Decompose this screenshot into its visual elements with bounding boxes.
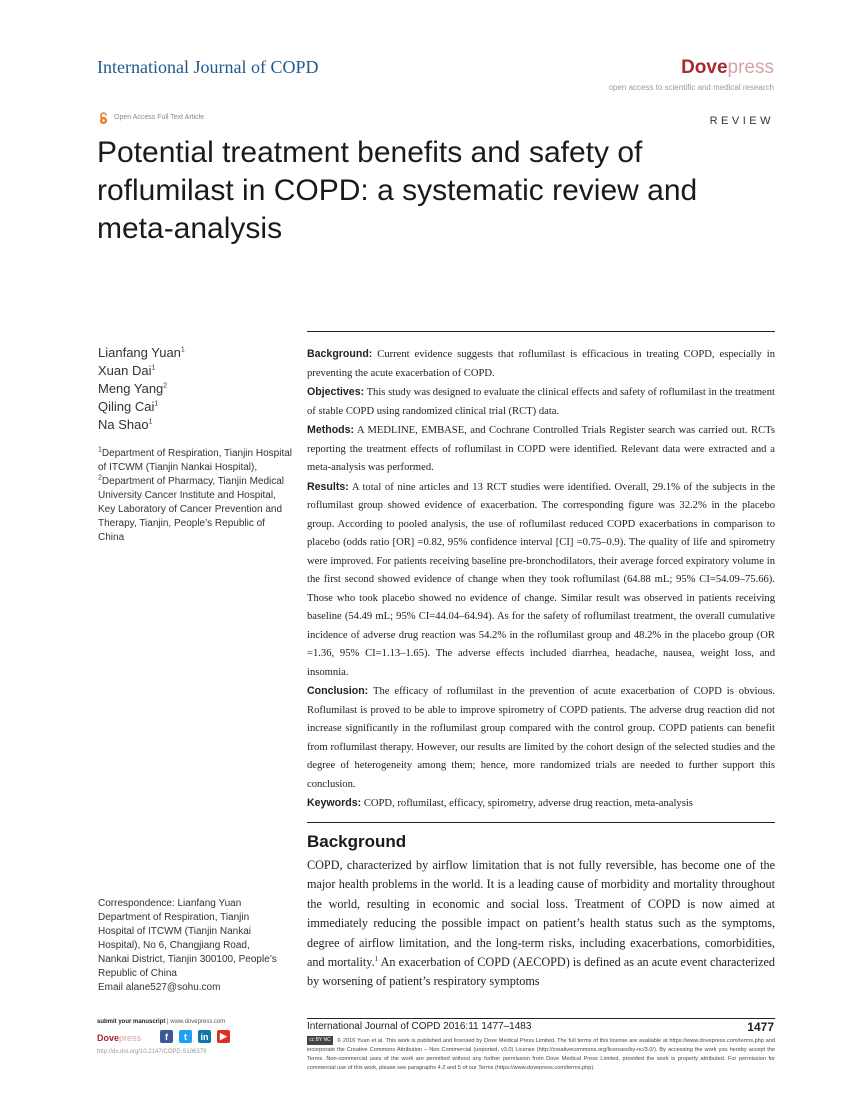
- author-name: Xuan Dai: [98, 363, 152, 378]
- abstract-text: A MEDLINE, EMBASE, and Cochrane Controlled Trials Register search was carried out. RCTs reporting the treatment effects of roflumilast in COPD were identified. Relevant data were extracted and a meta-analysis was performed.: [307, 425, 775, 473]
- abstract-label: Objectives:: [307, 386, 365, 398]
- abstract-objectives: [307, 383, 775, 421]
- affiliation-sup: 2: [98, 474, 102, 482]
- correspondence-email[interactable]: Email alane527@sohu.com: [98, 982, 221, 993]
- author-affil-sup: 1: [151, 364, 156, 372]
- abstract-label: Conclusion:: [307, 685, 369, 697]
- youtube-icon[interactable]: ▶: [217, 1030, 230, 1043]
- submit-manuscript-link[interactable]: [97, 1019, 225, 1025]
- brand-bold: Dove: [97, 1033, 120, 1043]
- page-number: 1477: [747, 1020, 774, 1034]
- author[interactable]: [98, 380, 185, 398]
- abstract-background: [307, 345, 775, 383]
- publisher-tagline: open access to scientific and medical research: [608, 83, 774, 92]
- twitter-icon[interactable]: t: [179, 1030, 192, 1043]
- abstract-label: Results:: [307, 480, 349, 493]
- creative-commons-badge[interactable]: cc BY NC: [307, 1036, 333, 1045]
- author-affil-sup: 1: [180, 346, 185, 354]
- section-heading: Background: [307, 832, 407, 851]
- affiliation-sup: 1: [98, 446, 102, 454]
- affiliation-2: Department of Pharmacy, Tianjin Medical University Cancer Institute and Hospital, Key Laboratory of Cancer Prevention and Therapy, Tianjin, People’s Republic of China: [98, 476, 285, 543]
- body-text: An exacerbation of COPD (AECOPD) is defined as an acute event characterized by worsening of patient’s respiratory symptoms: [307, 955, 775, 989]
- author[interactable]: [98, 344, 185, 362]
- keywords-text: COPD, roflumilast, efficacy, spirometry, adverse drug reaction, meta-analysis: [361, 798, 693, 809]
- submit-label: submit your manuscript: [97, 1019, 166, 1025]
- author-name: Na Shao: [98, 417, 149, 432]
- brand-bold: Dove: [681, 57, 728, 78]
- abstract-label: Methods:: [307, 424, 355, 436]
- affiliation-1: Department of Respiration, Tianjin Hospital of ITCWM (Tianjin Nankai Hospital),: [98, 448, 292, 473]
- dovepress-logo[interactable]: [681, 57, 774, 79]
- correspondence-line: Hospital), No 6, Changjiang Road,: [98, 940, 250, 951]
- license-notice: [307, 1036, 775, 1073]
- dovepress-footer-logo[interactable]: [97, 1033, 141, 1043]
- brand-light: press: [119, 1033, 142, 1043]
- correspondence-line: Hospital of ITCWM (Tianjin Nankai: [98, 926, 252, 937]
- linkedin-icon[interactable]: in: [198, 1030, 211, 1043]
- journal-name[interactable]: International Journal of COPD: [97, 57, 319, 77]
- article-title: Potential treatment benefits and safety of roflumilast in COPD: a systematic review and meta-analysis: [97, 136, 698, 245]
- doi-link[interactable]: http://dx.doi.org/10.2147/COPD.S106379: [97, 1049, 207, 1055]
- license-text: © 2016 Yuan et al. This work is published and licensed by Dove Medical Press Limited. The full terms of this license are available at https://www.dovepress.com/terms.php and incorporate the Creative Commons Attribution – Non Commercial (unported, v3.0) License (http://creativecommons.org/licenses/by-nc/3.0/). By accessing the work you hereby accept the Terms. Non-commercial uses of the work are permitted without any further permission from Dove Medical Press Limited, provided the work is properly attributed. For permission for commercial use of this work, please see paragraphs 4.2 and 5 of our Terms (https://www.dovepress.com/terms.php).: [307, 1037, 775, 1071]
- facebook-icon[interactable]: f: [160, 1030, 173, 1043]
- body-text: COPD, characterized by airflow limitation that is not fully reversible, has become one of the major health problems in the world. It is a leading cause of morbidity and mortality throughout the world, resulting in economic and social loss. Treatment of COPD is now aimed at immediately reducing the possible impact on patient’s health status such as the symptoms, degree of airflow limitation, and the long-term risks, including exacerbations, comorbidities, and mortality.: [307, 858, 775, 970]
- abstract-text: This study was designed to evaluate the clinical effects and safety of roflumilast in the treatment of stable COPD using randomized clinical trial (RCT) data.: [307, 387, 775, 417]
- author-name: Meng Yang: [98, 381, 164, 396]
- author-affil-sup: 2: [163, 382, 168, 390]
- author[interactable]: [98, 362, 185, 380]
- abstract-text: Current evidence suggests that roflumilast is efficacious in treating COPD, especially in preventing the acute exacerbation of COPD.: [307, 349, 775, 379]
- abstract-methods: [307, 421, 775, 478]
- author[interactable]: [98, 398, 185, 416]
- article-type: REVIEW: [709, 115, 774, 127]
- abstract-text: The efficacy of roflumilast in the prevention of acute exacerbation of COPD is obvious. Roflumilast is proved to be able to improve spirometry of COPD patients. The adverse drug reaction did not increase significantly in the roflumilast group compared with the control group. COPD patients can benefit from roflumilast therapy. However, our results are limited by the cohort design of the selected studies and the degree of heterogeneity among them; hence, more randomized trials are needed to further support this conclusion.: [307, 686, 775, 790]
- submit-site: www.dovepress.com: [170, 1019, 226, 1025]
- author-name: Qiling Cai: [98, 399, 155, 414]
- author-list: [98, 344, 185, 434]
- abstract: [307, 345, 775, 814]
- section-divider: [307, 822, 775, 823]
- open-access-label: Open Access Full Text Article: [114, 114, 205, 121]
- body-paragraph: [307, 856, 775, 992]
- reference-link[interactable]: 1: [374, 954, 379, 963]
- social-links: [160, 1030, 230, 1043]
- affiliations: [98, 447, 293, 545]
- submit-separator: |: [165, 1019, 171, 1025]
- abstract-conclusion: [307, 682, 775, 794]
- footer-divider: [307, 1018, 775, 1019]
- author-affil-sup: 1: [148, 418, 153, 426]
- author-affil-sup: 1: [154, 400, 159, 408]
- abstract-label: Background:: [307, 348, 373, 360]
- abstract-label: Keywords:: [307, 797, 362, 809]
- open-access-lock-icon: [98, 112, 109, 125]
- correspondence-label: Correspondence: Lianfang Yuan: [98, 898, 242, 909]
- correspondence-line: Nankai District, Tianjin 300100, People’s: [98, 954, 277, 965]
- journal-citation: International Journal of COPD 2016:11 1477–1483: [307, 1021, 532, 1032]
- author[interactable]: [98, 416, 185, 434]
- abstract-text: A total of nine articles and 13 RCT studies were identified. Overall, 29.1% of the subjects in the roflumilast group showed evidence of exacerbation. The corresponding figure was 32.2% in the placebo group. According to pooled analysis, the use of roflumilast reduced COPD exacerbations in comparison to placebo (odds ratio [OR] =0.82, 95% confidence interval [CI] =0.75–0.9). The quality of life and spirometry were improved. For patients receiving baseline pre-bronchodilators, their average forced expiratory volume in the first second showed evidence of change when they took roflumilast (64.88 mL; 95% CI=54.09–75.66). Those who took placebo showed no evidence of change. Similar result was observed in patients receiving baseline (54.49 mL; 95% CI=44.04–64.94). As for the safety of roflumilast treatment, the overall cumulative incidence of adverse drug reaction was 54.2% in the roflumilast group and 48.2% in the placebo group (OR =1.36, 95% CI=1.13–1.65). The adverse effects included diarrhea, headache, nausea, weight loss, and insomnia.: [307, 481, 775, 678]
- author-name: Lianfang Yuan: [98, 345, 181, 360]
- brand-light: press: [727, 57, 774, 78]
- correspondence-line: Republic of China: [98, 968, 177, 979]
- abstract-results: [307, 478, 775, 683]
- correspondence-line: Department of Respiration, Tianjin: [98, 912, 250, 923]
- abstract-divider: [307, 331, 775, 332]
- abstract-keywords: [307, 794, 775, 814]
- correspondence: [98, 897, 293, 995]
